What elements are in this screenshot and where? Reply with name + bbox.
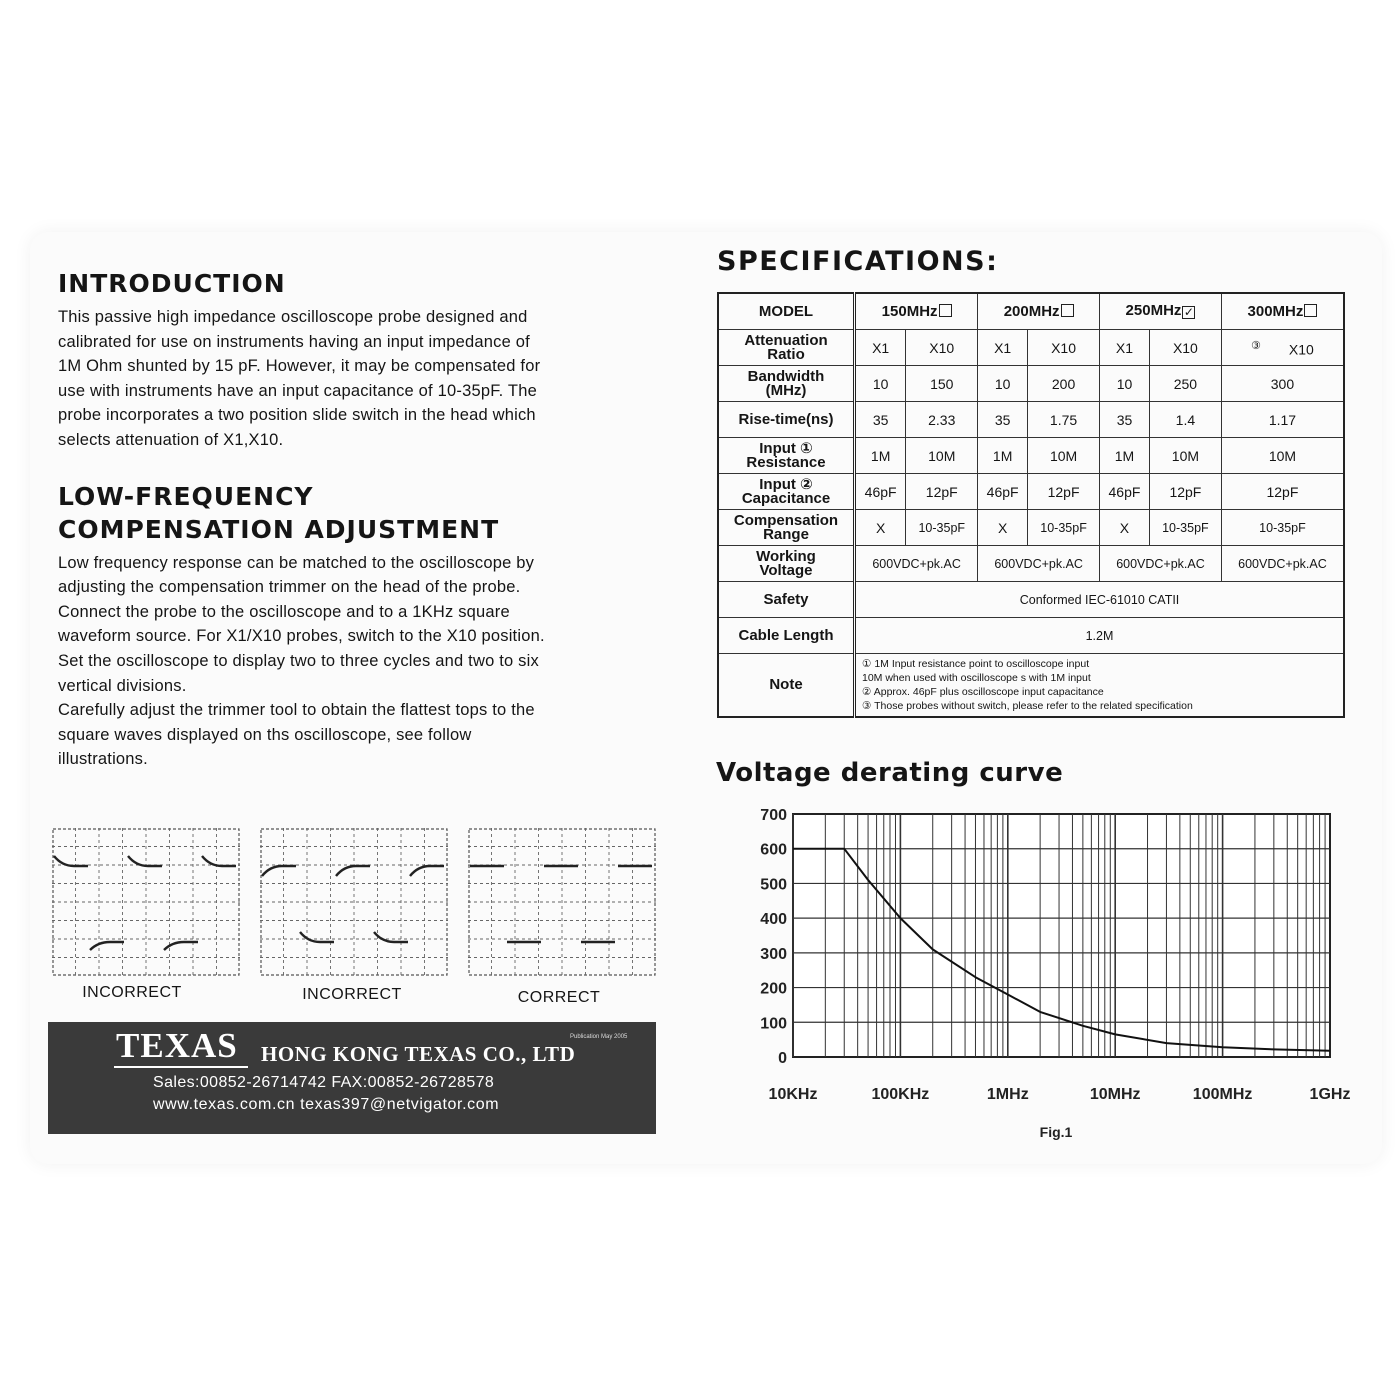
intro-line: use with instruments have an input capacitance of 10-35pF. The bbox=[58, 381, 537, 400]
derating-chart bbox=[740, 800, 1380, 1150]
table-cell: 600VDC+pk.AC bbox=[978, 546, 1100, 582]
cell-value: 12pF bbox=[925, 483, 958, 500]
y-tick-label: 200 bbox=[760, 980, 787, 998]
waveform-correct bbox=[468, 828, 656, 976]
table-row bbox=[718, 618, 1344, 654]
table-cell bbox=[906, 330, 978, 366]
row-label bbox=[718, 402, 855, 438]
row-label bbox=[718, 438, 855, 474]
cell-value: X10 bbox=[929, 339, 955, 356]
waveform-caption: INCORRECT bbox=[82, 984, 182, 1001]
table-row bbox=[718, 402, 1344, 438]
intro-line: selects attenuation of X1,X10. bbox=[58, 430, 284, 449]
table-cell: 600VDC+pk.AC bbox=[855, 546, 978, 582]
logo-underline bbox=[114, 1066, 248, 1068]
comp-line: adjusting the compensation trimmer on the head of the probe. bbox=[58, 578, 521, 597]
row-label-line: Range bbox=[763, 525, 809, 543]
waveform-trace bbox=[300, 932, 334, 942]
cell-value: 1M bbox=[1114, 447, 1135, 464]
cell-value: 10M bbox=[1171, 447, 1200, 464]
table-row bbox=[718, 366, 1344, 402]
row-label: Safety bbox=[718, 582, 855, 618]
waveform-trace bbox=[90, 942, 124, 950]
model-name: 250MHz bbox=[1125, 302, 1182, 319]
safety-value: Conformed IEC-61010 CATII bbox=[855, 582, 1345, 618]
cell-value: 200 bbox=[1051, 375, 1076, 392]
table-cell bbox=[1149, 438, 1221, 474]
table-cell bbox=[855, 510, 906, 546]
table-cell bbox=[855, 330, 906, 366]
note-line: ③ Those probes without switch, please refer to the related specification bbox=[862, 700, 1193, 712]
row-label bbox=[718, 474, 855, 510]
table-cell bbox=[1100, 474, 1150, 510]
row-label bbox=[718, 330, 855, 366]
cell-value: 12pF bbox=[1266, 483, 1299, 500]
notes-cell bbox=[855, 654, 1345, 718]
compensation-text bbox=[58, 551, 658, 772]
table-row bbox=[718, 293, 1344, 330]
table-cell bbox=[1028, 366, 1100, 402]
waveform-illustrations bbox=[48, 828, 660, 1008]
row-label-line: Ratio bbox=[767, 345, 805, 363]
model-name: 150MHz bbox=[881, 303, 938, 320]
cell-value: X bbox=[875, 519, 886, 536]
waveform-trace bbox=[262, 866, 296, 876]
introduction-text bbox=[58, 305, 658, 453]
row-label-line: Compensation bbox=[733, 511, 839, 529]
note-line: 10M when used with oscilloscope s with 1M input bbox=[862, 672, 1091, 684]
model-name: 300MHz bbox=[1247, 303, 1304, 320]
y-tick-label: 500 bbox=[760, 876, 787, 894]
cell-value: 1.17 bbox=[1268, 411, 1297, 428]
table-row bbox=[718, 510, 1344, 546]
table-row bbox=[718, 654, 1344, 718]
cell-value: 35 bbox=[872, 411, 889, 428]
cell-value: 10-35pF bbox=[1040, 520, 1087, 535]
cell-value: X10 bbox=[1172, 339, 1198, 356]
comp-line: Carefully adjust the trimmer tool to obtain the flattest tops to the bbox=[58, 701, 535, 720]
y-tick-label: 600 bbox=[760, 841, 787, 859]
cell-value: X1 bbox=[994, 339, 1012, 356]
row-label: Cable Length bbox=[718, 618, 855, 654]
cell-value: 46pF bbox=[1108, 483, 1141, 500]
note-line: ② Approx. 46pF plus oscilloscope input capacitance bbox=[862, 686, 1104, 698]
chart-title: Voltage derating curve bbox=[716, 758, 1064, 788]
table-cell bbox=[978, 438, 1028, 474]
checkbox-icon bbox=[939, 304, 952, 317]
row-label-line: Attenuation bbox=[744, 331, 828, 349]
cell-value: 10-35pF bbox=[1259, 520, 1306, 535]
row-label-line: Input ② bbox=[759, 475, 813, 493]
company-banner bbox=[48, 1022, 656, 1134]
cell-value: X bbox=[997, 519, 1008, 536]
row-label-line: Working bbox=[756, 547, 816, 565]
table-cell bbox=[906, 438, 978, 474]
x-tick-label: 10MHz bbox=[1089, 1086, 1141, 1103]
table-row bbox=[718, 438, 1344, 474]
cell-value: 10-35pF bbox=[1162, 520, 1209, 535]
waveform-trace bbox=[128, 856, 162, 866]
waveform-trace bbox=[202, 856, 236, 866]
y-tick-label: 700 bbox=[760, 807, 787, 824]
x-tick-label: 100KHz bbox=[871, 1086, 930, 1103]
cell-value: 35 bbox=[994, 411, 1011, 428]
waveform-trace bbox=[374, 932, 408, 942]
row-label-line: Capacitance bbox=[741, 489, 831, 507]
model-200 bbox=[978, 293, 1100, 330]
table-cell bbox=[1028, 330, 1100, 366]
table-cell bbox=[906, 474, 978, 510]
publication-date: Publication May 2005 bbox=[570, 1034, 628, 1040]
sales-contact: Sales:00852-26714742 FAX:00852-26728578 bbox=[153, 1074, 495, 1091]
note-line: ① 1M Input resistance point to oscilloscope input bbox=[862, 658, 1090, 670]
table-cell bbox=[906, 402, 978, 438]
compensation-title-line1: LOW-FREQUENCY bbox=[58, 481, 314, 511]
row-label: Note bbox=[718, 654, 855, 718]
table-cell bbox=[1221, 402, 1344, 438]
table-cell bbox=[978, 366, 1028, 402]
cell-value: 1.4 bbox=[1175, 411, 1196, 428]
cable-value: 1.2M bbox=[855, 618, 1345, 654]
waveform-trace bbox=[336, 866, 370, 876]
table-cell bbox=[1149, 474, 1221, 510]
row-label bbox=[718, 366, 855, 402]
model-300 bbox=[1221, 293, 1344, 330]
company-name: HONG KONG TEXAS CO., LTD bbox=[261, 1042, 576, 1066]
specifications-title: SPECIFICATIONS: bbox=[717, 246, 999, 277]
figure-caption: Fig.1 bbox=[1039, 1124, 1073, 1140]
y-tick-label: 400 bbox=[760, 911, 787, 929]
table-cell bbox=[1149, 510, 1221, 546]
table-cell bbox=[1028, 438, 1100, 474]
cell-value: 300 bbox=[1270, 375, 1295, 392]
row-label bbox=[718, 546, 855, 582]
table-cell bbox=[1028, 510, 1100, 546]
waveform-incorrect-overshoot bbox=[52, 828, 240, 976]
cell-value: 10-35pF bbox=[918, 520, 966, 535]
cell-value: 46pF bbox=[986, 483, 1019, 500]
intro-line: calibrated for use on instruments having an input impedance of bbox=[58, 332, 530, 351]
table-cell bbox=[906, 510, 978, 546]
checkmark-icon: ✓ bbox=[1183, 305, 1194, 319]
table-cell bbox=[1100, 402, 1150, 438]
x-tick-label: 100MHz bbox=[1192, 1086, 1253, 1103]
model-label: MODEL bbox=[718, 293, 855, 330]
waveform-incorrect-undershoot bbox=[260, 828, 448, 976]
y-tick-label: 0 bbox=[778, 1050, 787, 1067]
table-cell: 600VDC+pk.AC bbox=[1221, 546, 1344, 582]
cell-value: X10 bbox=[1051, 339, 1077, 356]
row-label bbox=[718, 510, 855, 546]
row-label-line: Rise-time(ns) bbox=[738, 410, 834, 428]
texas-logo: TEXAS bbox=[116, 1026, 238, 1065]
cell-value: 10 bbox=[994, 375, 1011, 392]
intro-line: 1M Ohm shunted by 15 pF. However, it may be compensated for bbox=[58, 357, 541, 376]
row-label-line: Bandwidth bbox=[747, 367, 825, 385]
table-cell bbox=[855, 366, 906, 402]
cell-value: 46pF bbox=[864, 483, 897, 500]
intro-line: This passive high impedance oscilloscope probe designed and bbox=[58, 308, 528, 326]
table-cell bbox=[855, 474, 906, 510]
table-cell bbox=[1100, 510, 1150, 546]
cell-value: X1 bbox=[1115, 339, 1134, 356]
cell-value: 12pF bbox=[1047, 483, 1080, 500]
cell-value: 10 bbox=[872, 375, 889, 392]
table-cell bbox=[978, 474, 1028, 510]
row-label-line: (MHz) bbox=[765, 381, 807, 399]
row-label-line: Input ① bbox=[759, 439, 813, 457]
cell-value: 2.33 bbox=[928, 411, 956, 428]
table-cell bbox=[978, 402, 1028, 438]
x-tick-label: 10KHz bbox=[768, 1086, 818, 1103]
model-250 bbox=[1100, 293, 1222, 330]
comp-line: Low frequency response can be matched to the oscilloscope by bbox=[58, 553, 535, 572]
table-cell bbox=[1100, 330, 1150, 366]
cell-value: 1.75 bbox=[1049, 411, 1078, 428]
comp-line: Set the oscilloscope to display two to three cycles and two to six bbox=[58, 651, 539, 670]
table-cell bbox=[978, 330, 1028, 366]
web-contact: www.texas.com.cn texas397@netvigator.com bbox=[153, 1096, 500, 1113]
table-row bbox=[718, 474, 1344, 510]
specifications-table bbox=[717, 292, 1345, 718]
cell-value: X10 bbox=[1288, 341, 1314, 358]
table-cell bbox=[906, 366, 978, 402]
left-column bbox=[58, 262, 658, 772]
waveform-caption: CORRECT bbox=[517, 989, 601, 1006]
row-label-line: Voltage bbox=[759, 561, 813, 579]
model-name: 200MHz bbox=[1003, 303, 1060, 320]
cell-value: 10M bbox=[1049, 447, 1078, 464]
table-row bbox=[718, 330, 1344, 366]
cell-value: X1 bbox=[872, 339, 890, 356]
plot-frame bbox=[793, 814, 1330, 1057]
cell-value: 12pF bbox=[1169, 483, 1202, 500]
intro-line: probe incorporates a two position slide switch in the head which bbox=[58, 406, 536, 425]
comp-line: illustrations. bbox=[58, 750, 148, 769]
table-row bbox=[718, 582, 1344, 618]
cell-value: 10M bbox=[928, 447, 956, 464]
introduction-title: INTRODUCTION bbox=[58, 269, 286, 298]
table-cell bbox=[1221, 510, 1344, 546]
cell-value: 150 bbox=[930, 375, 954, 392]
comp-line: square waves displayed on ths oscilloscope, see follow bbox=[58, 725, 472, 744]
cell-value: 10 bbox=[1116, 375, 1133, 392]
table-cell bbox=[1221, 330, 1344, 366]
comp-line: Connect the probe to the oscilloscope and to a 1KHz square bbox=[58, 602, 510, 621]
checkbox-icon bbox=[1061, 304, 1074, 317]
x-tick-label: 1GHz bbox=[1309, 1086, 1351, 1103]
table-cell bbox=[1221, 366, 1344, 402]
cell-value: 35 bbox=[1116, 411, 1133, 428]
cell-value: 1M bbox=[992, 447, 1013, 464]
table-cell bbox=[1028, 402, 1100, 438]
row-label-line: Resistance bbox=[746, 453, 826, 471]
cell-value: 1M bbox=[870, 447, 891, 464]
cell-value: X bbox=[1119, 519, 1130, 536]
table-cell bbox=[855, 402, 906, 438]
table-cell bbox=[1221, 474, 1344, 510]
table-cell bbox=[1028, 474, 1100, 510]
waveform-caption: INCORRECT bbox=[302, 986, 402, 1003]
y-tick-label: 100 bbox=[760, 1015, 787, 1033]
x-tick-label: 1MHz bbox=[986, 1086, 1029, 1103]
waveform-trace bbox=[410, 866, 444, 876]
table-cell bbox=[1221, 438, 1344, 474]
cell-value: 250 bbox=[1173, 375, 1198, 392]
note-marker: ③ bbox=[1251, 339, 1261, 352]
waveform-trace bbox=[54, 856, 88, 866]
checkbox-icon bbox=[1304, 304, 1317, 317]
y-tick-label: 300 bbox=[760, 945, 787, 963]
table-cell bbox=[1100, 438, 1150, 474]
table-cell: 600VDC+pk.AC bbox=[1100, 546, 1222, 582]
table-cell bbox=[1149, 402, 1221, 438]
comp-line: vertical divisions. bbox=[58, 676, 187, 695]
compensation-title-line2: COMPENSATION ADJUSTMENT bbox=[58, 514, 500, 544]
table-cell bbox=[978, 510, 1028, 546]
model-150 bbox=[855, 293, 978, 330]
table-cell bbox=[855, 438, 906, 474]
table-row bbox=[718, 546, 1344, 582]
table-cell bbox=[1149, 330, 1221, 366]
comp-line: waveform source. For X1/X10 probes, switch to the X10 position. bbox=[58, 627, 545, 646]
table-cell bbox=[1100, 366, 1150, 402]
table-cell bbox=[1149, 366, 1221, 402]
cell-value: 10M bbox=[1268, 447, 1297, 464]
